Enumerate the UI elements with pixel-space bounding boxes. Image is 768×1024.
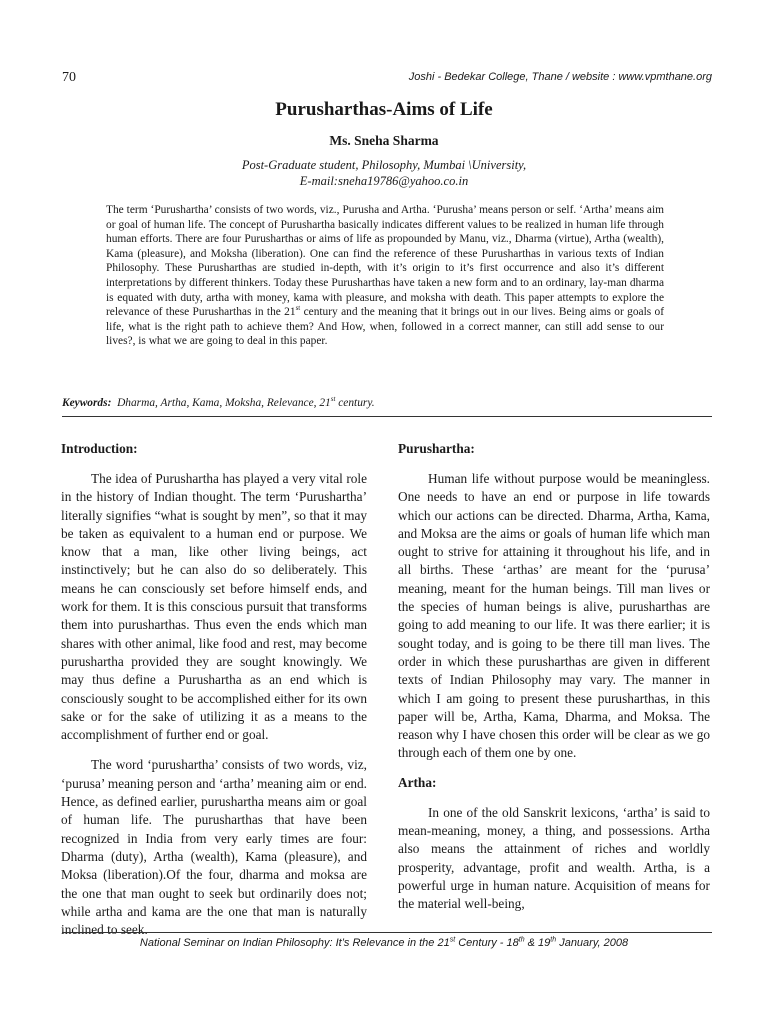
abstract — [106, 203, 664, 349]
paragraph: The idea of Purushartha has played a very vital role in the history of Indian thought. The term ‘Purushartha’ literally signifies “what is sought by men”, so that it may be taken as equivalent to a human end or purpose. We know that a man, like other living beings, act instinctively; but he can also do so deliberately. This means he can consciously set before himself ends, and work for them. It is this conscious pursuit that transforms them into purusharthas. Thus even the ends which man shares with other animal, like food and rest, may become purushartha provided they are sought knowingly. We may thus define a Purushartha as an end which is consciously sought to be accomplished either for its own sake or for the sake of utilizing it as a means to the accomplishment of further end or goal. — [61, 471, 367, 743]
abstract-text: century and the meaning that it brings out in our lives. Being aims or goals of life, what is the right path to achieve them? And How, when, followed in a correct manner, can still add sense to our lives?, is what we are going to deal in this paper. — [106, 306, 665, 348]
affiliation-line: Post-Graduate student, Philosophy, Mumbai \University, — [241, 158, 527, 172]
right-column — [398, 440, 710, 925]
section-heading-purushartha: Purushartha: — [398, 441, 475, 456]
footer — [0, 937, 768, 949]
running-head: Joshi - Bedekar College, Thane / website : www.vpmthane.org — [408, 71, 712, 83]
abstract-text: The term ‘Purushartha’ consists of two words, viz., Purusha and Artha. ‘Purusha’ means person or self. ‘Artha’ means aim or goal of human life. The concept of Purushartha basically indicates different values to be realized in human life through human efforts. There are four Purusharthas or aims of life as propounded by Manu, viz., Dharma (virtue), Artha (wealth), Kama (pleasure), and Moksha (liberation). One can find the reference of these Purusharthas in various texts of Indian Philosophy. These Purusharthas are studied in-depth, with it’s origin to it’s first occurrence and also it’s different interpretations by different thinkers. Today these Purusharthas have taken a new form and to an ordinary, lay-man dharma is equated with duty, artha with money, kama with pleasure, and moksha with death. This paper attempts to explore the relevance of these Purusharthas in the 21 — [106, 204, 664, 319]
footer-text: & 19 — [524, 937, 551, 949]
footer-text: National Seminar on Indian Philosophy: It’s Relevance in the 21 — [139, 937, 450, 949]
keywords-label: Keywords: — [62, 397, 112, 409]
email-line: E-mail:sneha19786@yahoo.co.in — [299, 174, 469, 188]
paragraph: The word ‘purushartha’ consists of two words, viz, ‘purusa’ meaning person and ‘artha’ meaning aim or end. Hence, as defined earlier, purushartha means aim or goal of human life. The purusharthas that have been recognized in India from very early times are four: Dharma (duty), Artha (wealth), Kama (pleasure), and Moksa (liberation).Of the four, dharma and moksa are the one that man ought to seek but ordinarily does not; while artha and kama are the one that man is naturally inclined to seek. — [61, 757, 367, 938]
left-column — [61, 440, 367, 951]
paper-title: Purusharthas-Aims of Life — [275, 99, 493, 120]
keywords-tail: century. — [335, 397, 375, 409]
footer-text: Century - 18 — [455, 937, 519, 949]
superscript: th — [550, 936, 557, 944]
section-heading-artha: Artha: — [398, 774, 437, 790]
divider — [62, 416, 712, 417]
paragraph: Human life without purpose would be meaningless. One needs to have an end or purpose in life towards which our actions can be directed. Dharma, Artha, Kama, and Moksa are the aims or goals of human life which man ought to strive for attaining it throughout his life, and in all births. These ‘arthas’ are meant for the ‘purusa’ meaning, meant for the human beings. Till man lives or the species of human beings is alive, purusharthas are going to add meaning to our life. It was there earlier; it is sought today, and is going to be there till man lives. The order in which these purusharthas are given in different texts of Indian Philosophy may vary. The manner in which I am going to present these purusharthas, in this paper will be, Artha, Kama, Dharma, and Moksa. The reason why I have chosen this order will be clear as we go through each of them one by one. — [398, 471, 710, 761]
paragraph: In one of the old Sanskrit lexicons, ‘artha’ is said to mean-meaning, money, a thing, and possessions. Artha also means the attainment of riches and worldly prosperity, advantage, profit and wealth. Artha, is a powerful urge in human nature. Acquisition of means for the material well-being, — [398, 804, 710, 912]
footer-text: January, 2008 — [556, 937, 629, 949]
keywords — [62, 397, 712, 409]
section-heading-introduction: Introduction: — [61, 441, 138, 456]
superscript: st — [295, 304, 301, 313]
author-name: Ms. Sneha Sharma — [329, 133, 439, 148]
superscript: th — [518, 936, 525, 944]
superscript: st — [330, 395, 336, 404]
superscript: st — [449, 936, 456, 944]
divider — [62, 932, 712, 933]
author-affiliation — [0, 157, 768, 189]
page-number: 70 — [62, 70, 76, 85]
keywords-text: Dharma, Artha, Kama, Moksha, Relevance, 21 — [117, 397, 331, 409]
